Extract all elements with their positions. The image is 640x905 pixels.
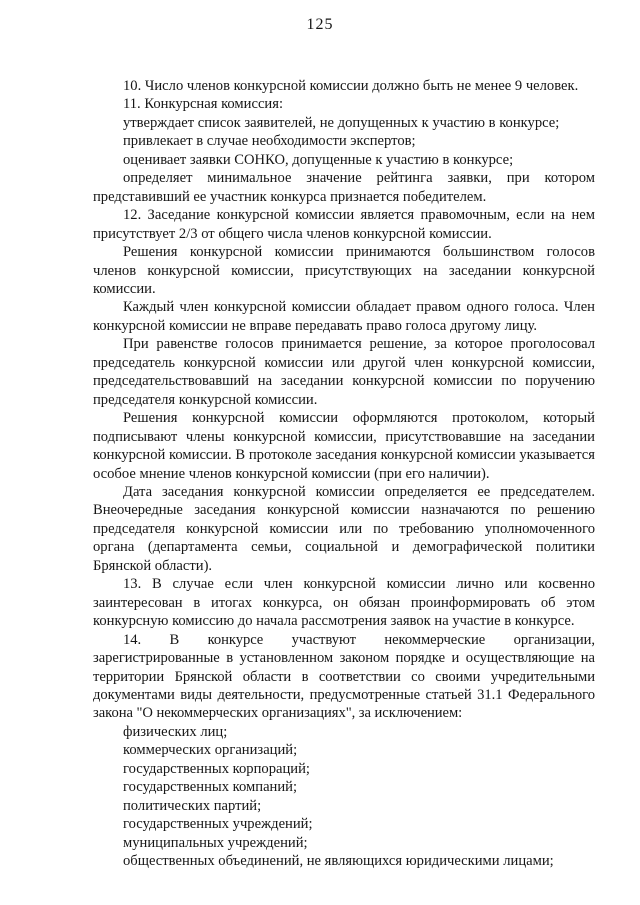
list-item: определяет минимальное значение рейтинга заявки, при котором представивший ее участник конкурса признается победителем. <box>93 170 595 205</box>
paragraph: Решения конкурсной комиссии принимаются большинством голосов членов конкурсной комиссии, присутствующих на заседании конкурсной комиссии. <box>93 244 595 297</box>
list-item: политических партий; <box>123 797 262 814</box>
paragraph: Дата заседания конкурсной комиссии определяется ее председателем. Внеочередные заседания конкурсной комиссии назначаются по решению председателя конкурсной комиссии или по требованию уполномоченного органа (департамента семьи, социальной и демографической политики Брянской области). <box>93 483 595 574</box>
paragraph: 14. В конкурсе участвуют некоммерческие организации, зарегистрированные в установленном законом порядке и осуществляющие на территории Брянской области в соответствии со своими учредительными документами виды деятельности, предусмотренные статьей 31.1 Федерального закона "О некоммерческих организациях", за исключением: <box>93 631 595 722</box>
paragraph: 11. Конкурсная комиссия: <box>123 96 284 113</box>
list-item: государственных учреждений; <box>123 816 313 833</box>
list-item: муниципальных учреждений; <box>123 834 308 851</box>
document-body <box>93 77 595 870</box>
paragraph: При равенстве голосов принимается решение, за которое проголосовал председатель конкурсной комиссии или другой член конкурсной комиссии, председательствовавший на заседании конкурсной комиссии по поручению председателя конкурсной комиссии. <box>93 336 595 408</box>
page-number: 125 <box>306 16 334 33</box>
paragraph: Каждый член конкурсной комиссии обладает правом одного голоса. Член конкурсной комиссии не вправе передавать право голоса другому лицу. <box>93 299 595 334</box>
list-item: физических лиц; <box>123 723 228 740</box>
list-item: утверждает список заявителей, не допущенных к участию в конкурсе; <box>123 114 560 131</box>
list-item: оценивает заявки СОНКО, допущенные к участию в конкурсе; <box>123 151 514 168</box>
paragraph: 10. Число членов конкурсной комиссии должно быть не менее 9 человек. <box>123 78 579 94</box>
paragraph: Решения конкурсной комиссии оформляются протоколом, который подписывают члены конкурсной комиссии, присутствовавшие на заседании конкурсной комиссии. В протоколе заседания конкурсной комиссии указывается особое мнение членов конкурсной комиссии (при его наличии). <box>93 410 595 482</box>
list-item: привлекает в случае необходимости экспертов; <box>123 133 416 150</box>
list-item: государственных корпораций; <box>123 760 310 777</box>
list-item: общественных объединений, не являющихся юридическими лицами; <box>123 853 554 870</box>
paragraph: 12. Заседание конкурсной комиссии является правомочным, если на нем присутствует 2/3 от общего числа членов конкурсной комиссии. <box>93 207 595 242</box>
list-item: государственных компаний; <box>123 779 298 796</box>
paragraph: 13. В случае если член конкурсной комиссии лично или косвенно заинтересован в итогах конкурса, он обязан проинформировать об этом конкурсную комиссию до начала рассмотрения заявок на участие в конкурсе. <box>93 576 595 630</box>
list-item: коммерческих организаций; <box>123 742 298 759</box>
